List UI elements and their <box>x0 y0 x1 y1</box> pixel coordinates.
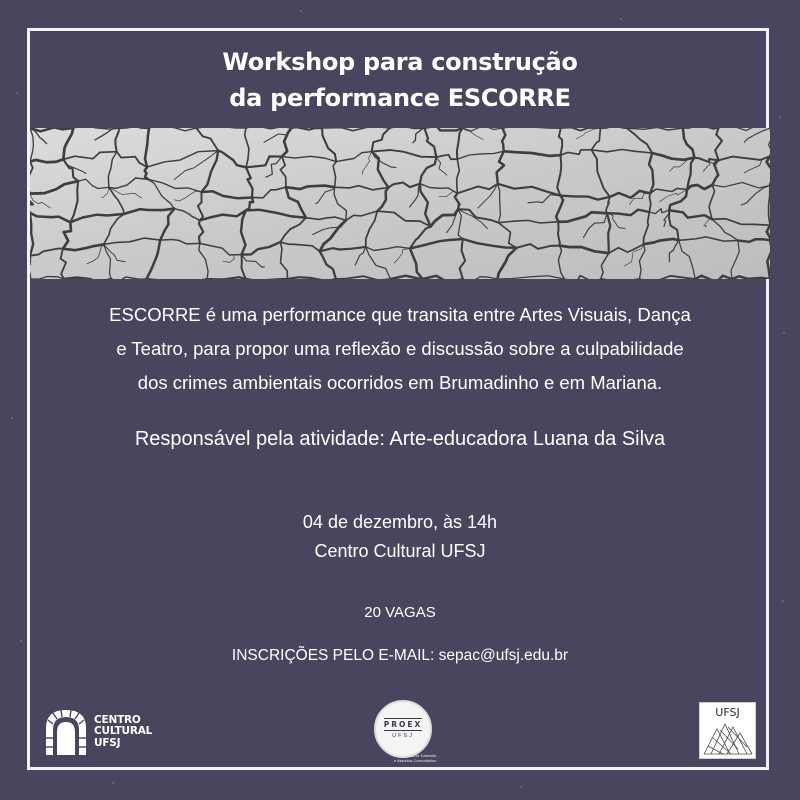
description-line-1: ESCORRE é uma performance que transita entre Artes Visuais, Dança <box>109 304 691 325</box>
event-venue: Centro Cultural UFSJ <box>314 541 486 561</box>
cracked-earth-image <box>30 128 770 279</box>
page-title <box>30 44 770 116</box>
ufsj-word: UFSJ <box>715 706 740 719</box>
proex-sub: UFSJ <box>392 733 414 739</box>
responsible-person: Responsável pela atividade: Arte-educadora Luana da Silva <box>134 428 666 450</box>
description-line-2: e Teatro, para propor uma reflexão e discussão sobre a culpabilidade <box>116 338 684 359</box>
proex-caption-line-2: e Assuntos Comunitários <box>394 758 436 763</box>
proex-logo <box>370 698 440 770</box>
signup-email-info: INSCRIÇÕES PELO E-MAIL: sepac@ufsj.edu.br <box>231 647 569 664</box>
arch-building-icon <box>44 708 88 756</box>
mountains-icon <box>703 721 753 755</box>
proex-caption <box>394 754 442 763</box>
cc-line-1: CENTRO <box>94 713 141 726</box>
event-date: 04 de dezembro, às 14h <box>302 512 498 532</box>
proex-caption-line-1: Pró-Reitoria de Extensão <box>394 754 437 758</box>
event-info <box>200 508 600 566</box>
cc-line-2: CULTURAL <box>94 725 153 738</box>
vacancies-count: 20 VAGAS <box>364 604 436 621</box>
title-line-2: da performance ESCORRE <box>229 84 571 112</box>
centro-cultural-logo <box>44 706 152 758</box>
proex-seal <box>374 700 432 758</box>
description-line-3: dos crimes ambientais ocorridos em Brumadinho e em Mariana. <box>137 372 663 393</box>
description <box>40 298 760 400</box>
proex-word: PROEX <box>383 720 423 729</box>
title-line-1: Workshop para construção <box>222 48 578 76</box>
ufsj-logo <box>699 702 756 759</box>
cc-line-3: UFSJ <box>94 736 121 749</box>
